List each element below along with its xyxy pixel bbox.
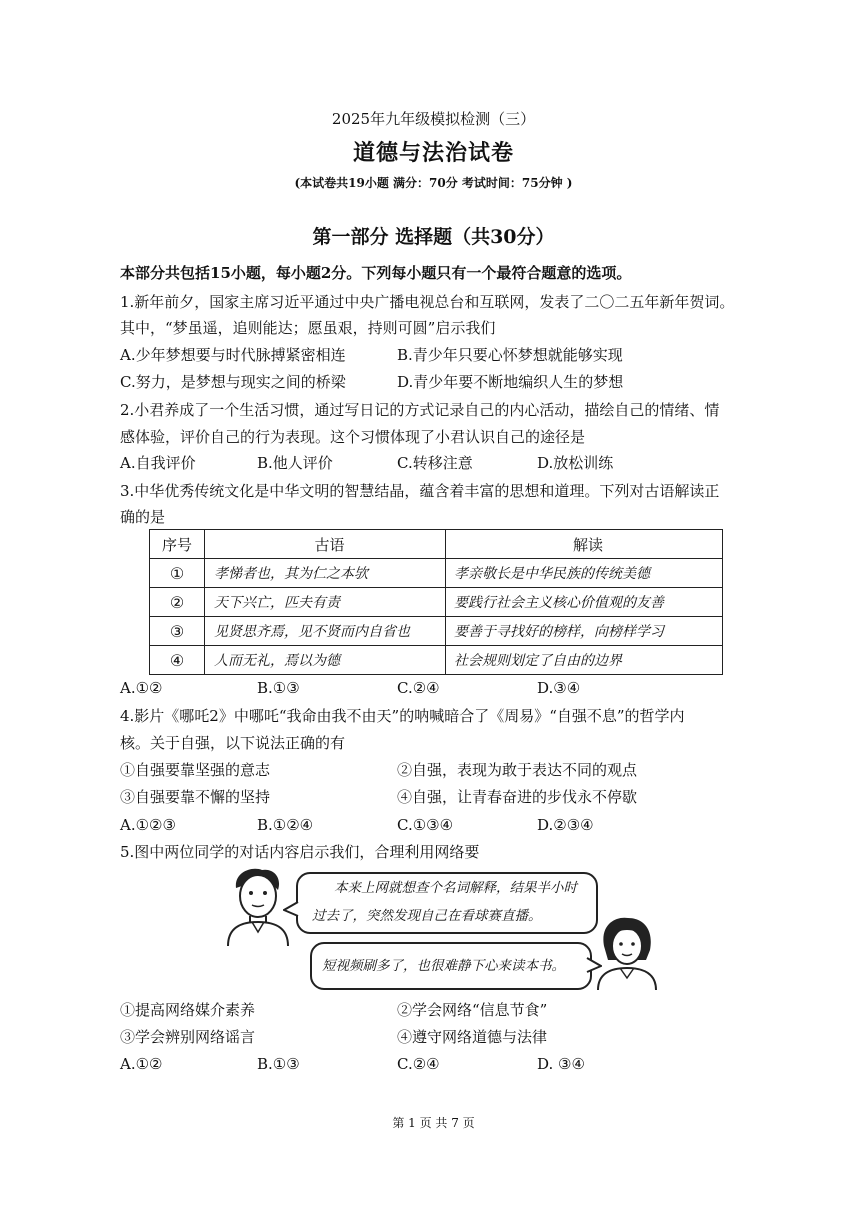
- section-title: 第一部分 选择题（共30分）: [312, 226, 555, 248]
- page-number: 第 1 页 共 7 页: [392, 1116, 475, 1130]
- q4-statement-4: ④自强，让青春奋进的步伐永不停歇: [397, 788, 638, 806]
- q4-statement-1: ①自强要靠坚强的意志: [120, 761, 271, 779]
- girl-illustration: [596, 916, 658, 990]
- table-cell-saying: 人而无礼，焉以为德: [205, 646, 446, 675]
- q2-stem-line1: 2.小君养成了一个生活习惯，通过写日记的方式记录自己的内心活动，描绘自己的情绪、情: [120, 401, 720, 419]
- q1-option-d: D.青少年要不断地编织人生的梦想: [397, 373, 624, 391]
- q4-option-d: D.②③④: [537, 816, 594, 834]
- q5-statement-1: ①提高网络媒介素养: [120, 1001, 256, 1019]
- q5-option-d: D. ③④: [537, 1055, 585, 1073]
- q3-stem-line2: 确的是: [120, 508, 166, 526]
- boy-bubble-tail: [283, 900, 299, 918]
- q5-statement-4: ④遵守网络道德与法律: [397, 1028, 548, 1046]
- table-cell-index: ①: [150, 559, 205, 588]
- ancient-saying-table: [149, 529, 723, 675]
- q2-option-b: B.他人评价: [257, 454, 333, 472]
- table-cell-saying: 见贤思齐焉，见不贤而内自省也: [205, 617, 446, 646]
- q1-option-c: C.努力，是梦想与现实之间的桥梁: [120, 373, 346, 391]
- boy-speech-line1: 本来上网就想查个名词解释，结果半小时: [334, 880, 577, 896]
- table-cell-saying: 孝悌者也，其为仁之本欤: [205, 559, 446, 588]
- q3-option-c: C.②④: [397, 679, 440, 697]
- q5-stem: 5.图中两位同学的对话内容启示我们，合理利用网络要: [120, 843, 480, 861]
- q5-statement-2: ②学会网络“信息节食”: [397, 1001, 548, 1019]
- table-cell-index: ③: [150, 617, 205, 646]
- boy-speech-line2: 过去了，突然发现自己在看球赛直播。: [312, 908, 542, 924]
- q2-option-d: D.放松训练: [537, 454, 614, 472]
- q1-option-b: B.青少年只要心怀梦想就能够实现: [397, 346, 623, 364]
- q4-option-c: C.①③④: [397, 816, 454, 834]
- q2-stem-line2: 感体验，评价自己的行为表现。这个习惯体现了小君认识自己的途径是: [120, 428, 586, 446]
- girl-speech-text: 短视频刷多了，也很难静下心来读本书。: [322, 958, 565, 974]
- paper-title: 道德与法治试卷: [352, 140, 514, 166]
- q3-option-d: D.③④: [537, 679, 581, 697]
- table-header-row: [150, 530, 723, 559]
- q5-option-a: A.①②: [120, 1055, 163, 1073]
- table-row: [150, 646, 723, 675]
- girl-speech-bubble: [310, 942, 592, 990]
- table-cell-interpretation: 孝亲敬长是中华民族的传统美德: [446, 559, 723, 588]
- q1-stem-line1: 1.新年前夕，国家主席习近平通过中央广播电视总台和互联网，发表了二〇二五年新年贺词。: [120, 293, 735, 311]
- table-cell-interpretation: 社会规则划定了自由的边界: [446, 646, 723, 675]
- table-cell-interpretation: 要善于寻找好的榜样，向榜样学习: [446, 617, 723, 646]
- q4-statement-3: ③自强要靠不懈的坚持: [120, 788, 271, 806]
- q3-option-a: A.①②: [120, 679, 163, 697]
- table-row: [150, 559, 723, 588]
- table-header-interpretation: 解读: [446, 530, 723, 559]
- table-header-index: 序号: [150, 530, 205, 559]
- q4-stem-line1: 4.影片《哪吒2》中哪吒“我命由我不由天”的呐喊暗合了《周易》“自强不息”的哲学内: [120, 707, 685, 725]
- table-row: [150, 617, 723, 646]
- table-row: [150, 588, 723, 617]
- q4-statement-2: ②自强，表现为敢于表达不同的观点: [397, 761, 638, 779]
- q4-option-a: A.①②③: [120, 816, 176, 834]
- boy-speech-bubble: [296, 872, 598, 934]
- q1-stem-line2: 其中，“梦虽遥，追则能达；愿虽艰，持则可圆”启示我们: [120, 319, 496, 337]
- q2-option-a: A.自我评价: [120, 454, 196, 472]
- table-cell-index: ②: [150, 588, 205, 617]
- q5-statement-3: ③学会辨别网络谣言: [120, 1028, 256, 1046]
- girl-bubble-tail: [586, 956, 602, 974]
- table-header-saying: 古语: [205, 530, 446, 559]
- table-cell-saying: 天下兴亡，匹夫有责: [205, 588, 446, 617]
- q5-option-b: B.①③: [257, 1055, 300, 1073]
- table-cell-index: ④: [150, 646, 205, 675]
- q1-option-a: A.少年梦想要与时代脉搏紧密相连: [120, 346, 346, 364]
- q4-option-b: B.①②④: [257, 816, 314, 834]
- q3-stem-line1: 3.中华优秀传统文化是中华文明的智慧结晶，蕴含着丰富的思想和道理。下列对古语解读正: [120, 482, 720, 500]
- exam-info: (本试卷共19小题 满分：70分 考试时间：75分钟 ): [294, 176, 573, 190]
- q2-option-c: C.转移注意: [397, 454, 473, 472]
- table-cell-interpretation: 要践行社会主义核心价值观的友善: [446, 588, 723, 617]
- q3-option-b: B.①③: [257, 679, 300, 697]
- section-instruction: 本部分共包括15小题，每小题2分。下列每小题只有一个最符合题意的选项。: [120, 264, 632, 282]
- q4-stem-line2: 核。关于自强，以下说法正确的有: [120, 734, 346, 752]
- q5-option-c: C.②④: [397, 1055, 440, 1073]
- exam-name: 2025年九年级模拟检测（三）: [331, 110, 536, 128]
